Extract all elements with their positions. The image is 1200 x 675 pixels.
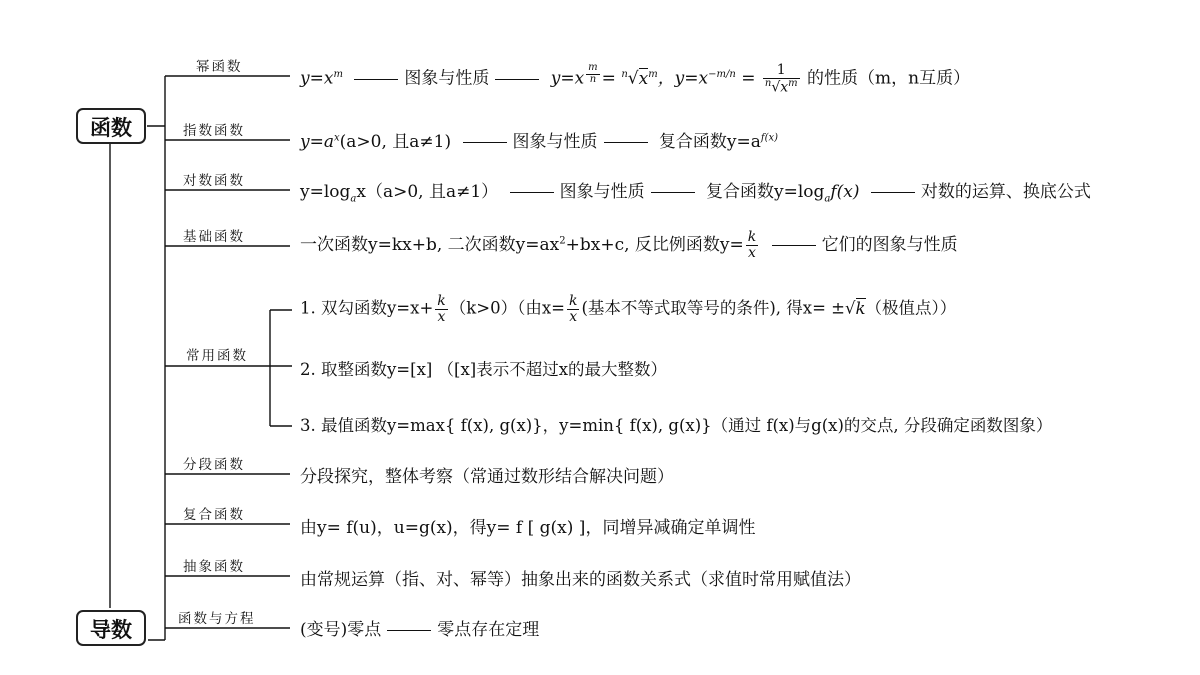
exp-graph-properties: 图象与性质	[512, 132, 598, 152]
log-base: a	[350, 193, 357, 205]
log-composite-arg: f(x)	[830, 182, 860, 202]
category-abstract-function: 抽象函数	[183, 559, 245, 575]
arrow-line	[871, 192, 915, 193]
double-hook-label: 1. 双勾函数y=x+	[300, 298, 434, 318]
extreme-point: （极值点））	[865, 298, 957, 318]
basic-graph-properties: 它们的图象与性质	[821, 235, 958, 255]
root-index: n	[621, 68, 628, 80]
arrow-line	[387, 630, 431, 631]
arrow-line	[604, 142, 648, 143]
minmax-function: 3. 最值函数y=max{ f(x), g(x)}，y=min{ f(x), g(x)}（通过 f(x)与g(x)的交点, 分段确定函数图象）	[300, 416, 1053, 435]
category-composite-function: 复合函数	[183, 507, 245, 523]
arrow-line	[651, 192, 695, 193]
floor-function: 2. 取整函数y=[x] （[x]表示不超过x的最大整数）	[300, 360, 668, 379]
basic-content	[300, 230, 958, 261]
log-condition: x（a>0, 且a≠1）	[356, 182, 499, 202]
exp-composite-sup: f(x)	[760, 132, 779, 144]
power-fraction-formula: y=x	[550, 68, 585, 89]
category-function-and-equation: 函数与方程	[178, 611, 256, 627]
category-piecewise-function: 分段函数	[183, 457, 245, 473]
exp-denominator: n	[589, 73, 597, 85]
root-k: k	[855, 298, 866, 318]
power-exponent: m	[333, 68, 343, 80]
log-formula: y=log	[300, 182, 351, 202]
category-common-function: 常用函数	[186, 348, 248, 364]
log-content	[300, 177, 1091, 204]
one-numerator: 1	[763, 63, 800, 79]
arrow-line	[463, 142, 507, 143]
function-root-node: 函数	[76, 108, 146, 144]
radicand-exp-2: m	[788, 77, 798, 89]
category-power-function: 幂函数	[196, 59, 243, 75]
frac-x: x	[569, 308, 578, 325]
exp-condition: (a>0, 且a≠1)	[339, 132, 452, 152]
sign-change-zero: (变号)零点	[300, 620, 382, 640]
category-exponential-function: 指数函数	[183, 123, 245, 139]
arrow-line	[510, 192, 554, 193]
exp-numerator: m	[588, 62, 598, 74]
radicand: x	[638, 68, 649, 89]
double-hook-reason: (基本不等式取等号的条件), 得x= ±	[581, 298, 846, 318]
power-function-content: $y=x^m$ 图象与性质 y=x $^{\frac{m}{n}}$ = $^n√x^m$，$y=x^{-m/n}$ = $\frac{1}{^n√x^m}$ 的性质（m，n互质）	[300, 62, 971, 96]
frac-x: x	[748, 245, 756, 261]
composite-content: 由y= f(u)，u=g(x)，得y= f [ g(x) ]，同增异减确定单调性	[300, 518, 756, 538]
basic-functions: 一次函数y=kx+b, 二次函数y=ax	[300, 235, 560, 255]
zero-existence-theorem: 零点存在定理	[437, 620, 540, 640]
exp-x: x	[333, 132, 340, 144]
category-logarithmic-function: 对数函数	[183, 173, 245, 189]
neg-exponent: −m/n	[708, 68, 736, 80]
abstract-content: 由常规运算（指、对、幂等）抽象出来的函数关系式（求值时常用赋值法）	[300, 570, 861, 590]
double-hook-condition: （k>0）（由x=	[449, 298, 565, 318]
power-formula: y=x	[300, 68, 334, 89]
arrow-line	[354, 79, 398, 80]
derivative-root-node: 导数	[76, 610, 146, 646]
radicand-exp: m	[648, 68, 658, 80]
double-hook-function: 1. 双勾函数y=x+ $\frac{k}{x}$ （k>0）（由x= $\frac{k}{x}$ (基本不等式取等号的条件), 得x= ±√k（极值点））	[300, 293, 957, 325]
root-index-2: n	[764, 77, 772, 89]
log-composite-base: a	[824, 193, 831, 205]
square: 2	[559, 235, 566, 247]
log-operations: 对数的运算、换底公式	[920, 182, 1091, 202]
piecewise-content: 分段探究，整体考察（常通过数形结合解决问题）	[300, 467, 674, 487]
power-graph-properties: 图象与性质	[404, 68, 490, 89]
exp-composite: 复合函数y=a	[658, 132, 761, 152]
exp-formula: y=a	[300, 132, 334, 152]
exponential-content	[300, 127, 778, 152]
arrow-line	[495, 79, 539, 80]
log-graph-properties: 图象与性质	[559, 182, 645, 202]
category-basic-function: 基础函数	[183, 229, 245, 245]
frac-k: k	[437, 293, 446, 309]
equals: =	[601, 68, 622, 89]
frac-k: k	[747, 229, 757, 246]
coprime-properties: 的性质（m，n互质）	[807, 68, 971, 89]
equation-content	[300, 615, 539, 640]
basic-functions-2: +bx+c, 反比例函数y=	[565, 235, 744, 255]
log-composite: 复合函数y=log	[705, 182, 825, 202]
neg-power-formula: ，y=x	[657, 68, 709, 89]
frac-k: k	[568, 293, 578, 309]
radicand-2: x	[780, 79, 789, 96]
arrow-line	[772, 245, 816, 246]
frac-x: x	[437, 308, 446, 325]
